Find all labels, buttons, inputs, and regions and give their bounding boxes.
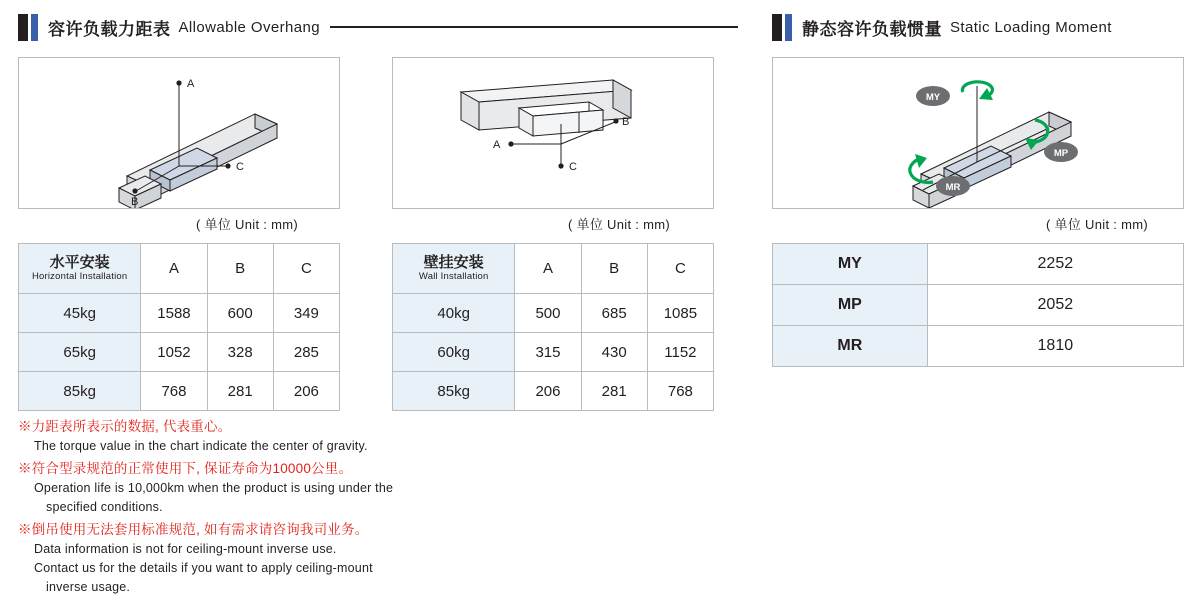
static-loading-moment-drawing xyxy=(773,58,1183,208)
diagram-wall-installation xyxy=(392,57,714,209)
table-header-title-en: Wall Installation xyxy=(418,270,489,282)
table-header-title xyxy=(19,244,141,294)
table-header-title-cn: 壁挂安装 xyxy=(423,254,484,272)
section-header-static-loading-moment xyxy=(772,10,1184,44)
table-row xyxy=(19,333,340,372)
header-bar-blue xyxy=(785,14,792,41)
row-label: 60kg xyxy=(393,333,515,372)
table-header-col-b: B xyxy=(207,244,273,294)
table-horizontal-installation xyxy=(18,243,340,411)
table-header-row xyxy=(19,244,340,294)
section-title-cn: 静态容许负载惯量 xyxy=(802,19,942,39)
diagram-label-b: B xyxy=(622,116,630,128)
table-static-loading-moment xyxy=(772,243,1184,367)
section-header-allowable-overhang xyxy=(18,10,738,44)
unit-label-horizontal: ( 单位 Unit : mm) xyxy=(196,217,298,232)
table-header-col-b: B xyxy=(581,244,647,294)
cell-a: 500 xyxy=(515,294,581,333)
section-title-en: Allowable Overhang xyxy=(178,18,320,36)
cell-b: 685 xyxy=(581,294,647,333)
note-line: inverse usage. xyxy=(46,579,131,594)
row-label-mp: MP xyxy=(773,285,928,326)
note-line: ※力距表所表示的数据, 代表重心。 xyxy=(18,419,232,434)
diagram-static-loading-moment xyxy=(772,57,1184,209)
header-bar-dark xyxy=(18,14,28,41)
cell-value-mp: 2052 xyxy=(927,285,1183,326)
table-header-title xyxy=(393,244,515,294)
table-header-col-a: A xyxy=(141,244,207,294)
header-bar-blue xyxy=(31,14,38,41)
row-label: 40kg xyxy=(393,294,515,333)
table-row xyxy=(393,333,714,372)
cell-c: 285 xyxy=(273,333,339,372)
header-bar-dark xyxy=(772,14,782,41)
table-row xyxy=(19,294,340,333)
notes-block xyxy=(18,414,518,596)
cell-a: 768 xyxy=(141,372,207,411)
row-label: 45kg xyxy=(19,294,141,333)
cell-c: 1152 xyxy=(647,333,713,372)
table-wall-installation xyxy=(392,243,714,411)
cell-b: 281 xyxy=(581,372,647,411)
cell-a: 1588 xyxy=(141,294,207,333)
moment-label-mp: MP xyxy=(1053,148,1069,159)
note-line: Contact us for the details if you want to apply ceiling-mount xyxy=(34,560,373,575)
unit-label-moment: ( 单位 Unit : mm) xyxy=(1046,217,1148,232)
cell-b: 281 xyxy=(207,372,273,411)
table-header-col-a: A xyxy=(515,244,581,294)
note-line: Operation life is 10,000km when the product is using under the xyxy=(34,481,394,496)
note-line: specified conditions. xyxy=(46,500,163,514)
section-title-cn: 容许负载力距表 xyxy=(48,19,171,39)
row-label-mr: MR xyxy=(773,326,928,367)
note-line: ※倒吊使用无法套用标准规范, 如有需求请咨询我司业务。 xyxy=(18,521,369,537)
table-row xyxy=(393,294,714,333)
diagram-label-c: C xyxy=(236,161,244,173)
row-label: 85kg xyxy=(19,372,141,411)
table-header-col-c: C xyxy=(647,244,713,294)
table-row xyxy=(19,372,340,411)
table-header-row xyxy=(393,244,714,294)
diagram-label-a: A xyxy=(493,139,501,151)
moment-label-mr: MR xyxy=(945,182,961,193)
row-label: 65kg xyxy=(19,333,141,372)
horizontal-installation-drawing xyxy=(19,58,339,208)
table-header-title-cn: 水平安装 xyxy=(49,254,110,272)
unit-label-wall: ( 单位 Unit : mm) xyxy=(568,217,670,232)
cell-a: 1052 xyxy=(141,333,207,372)
cell-b: 328 xyxy=(207,333,273,372)
table-row xyxy=(773,244,1184,285)
table-row xyxy=(773,326,1184,367)
cell-value-mr: 1810 xyxy=(927,326,1183,367)
table-row xyxy=(393,372,714,411)
wall-installation-drawing xyxy=(393,58,713,208)
header-rule xyxy=(330,26,738,28)
diagram-horizontal-installation xyxy=(18,57,340,209)
cell-b: 600 xyxy=(207,294,273,333)
cell-a: 206 xyxy=(515,372,581,411)
diagram-label-c: C xyxy=(569,161,577,173)
diagram-label-a: A xyxy=(187,78,195,90)
cell-c: 206 xyxy=(273,372,339,411)
note-line: The torque value in the chart indicate the center of gravity. xyxy=(34,439,368,454)
cell-a: 315 xyxy=(515,333,581,372)
row-label: 85kg xyxy=(393,372,515,411)
note-line: Data information is not for ceiling-mount inverse use. xyxy=(34,542,337,556)
cell-b: 430 xyxy=(581,333,647,372)
table-header-title-en: Horizontal Installation xyxy=(31,270,128,282)
cell-c: 768 xyxy=(647,372,713,411)
moment-label-my: MY xyxy=(925,92,941,103)
cell-c: 349 xyxy=(273,294,339,333)
section-title-en: Static Loading Moment xyxy=(950,18,1112,36)
row-label-my: MY xyxy=(773,244,928,285)
note-line: ※符合型录规范的正常使用下, 保证寿命为10000公里。 xyxy=(18,461,353,476)
table-header-col-c: C xyxy=(273,244,339,294)
diagram-label-b: B xyxy=(131,196,139,208)
cell-value-my: 2252 xyxy=(927,244,1183,285)
table-row xyxy=(773,285,1184,326)
cell-c: 1085 xyxy=(647,294,713,333)
